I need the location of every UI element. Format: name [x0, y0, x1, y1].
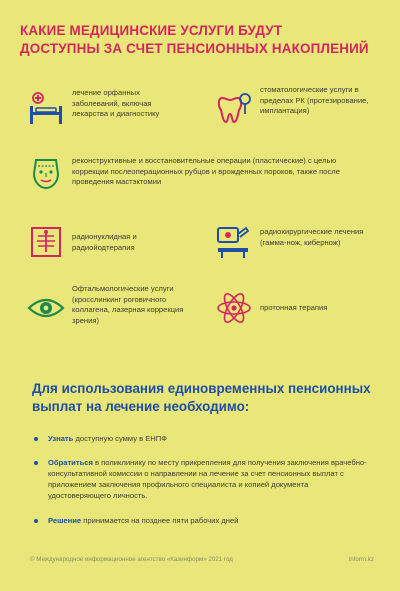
service-orphan [26, 88, 196, 128]
title-line-2: ДОСТУПНЫ ЗА СЧЕТ ПЕНСИОННЫХ НАКОПЛЕНИЙ [20, 41, 369, 56]
step-2-text [48, 457, 373, 501]
footer [30, 556, 374, 563]
service-plastic [26, 152, 376, 192]
radiosurgery-machine-icon [214, 222, 254, 262]
step-3 [34, 515, 374, 526]
service-dental-text: стоматологические услуги в пределах РК (протезирование, имплантация) [260, 85, 369, 116]
footer-copyright: © Международное информационное агентство «Казинформ» 2021 год [30, 556, 233, 563]
requirements-heading: Для использования единовременных пенсионных выплат на лечение необходимо: [32, 381, 371, 414]
service-dental [214, 85, 384, 128]
face-surgery-icon [26, 152, 66, 192]
bullet-dot [34, 437, 38, 441]
bullet-dot [34, 461, 38, 465]
bullet-dot [34, 519, 38, 523]
step-1 [34, 433, 374, 444]
hospital-bed-icon [26, 88, 66, 128]
atom-icon [214, 288, 254, 328]
service-ophthalmology [26, 284, 211, 328]
service-radiosurgery [214, 222, 384, 262]
service-proton-text: протонная терапия [260, 303, 328, 312]
service-orphan-text: лечение орфанных заболеваний, включая лекарства и диагностику [72, 88, 160, 119]
step-3-bold: Решение [48, 516, 82, 525]
service-proton [214, 288, 384, 328]
page-title [20, 22, 380, 58]
service-radionuclide [26, 222, 196, 262]
step-2-rest: в поликлинику по месту прикрепления для получения заключения врачебно-консультативной комиссии о направлении на лечение за счет пенсионных выплат с приложением заключения профильного специалиста и копией документа удостоверяющего личность. [48, 458, 367, 500]
step-2-bold: Обратиться [48, 458, 93, 467]
step-2 [34, 457, 374, 501]
service-ophthalmology-text: Офтальмологические услуги (кросслинкинг роговичного коллагена, лазерная коррекция зрения) [72, 284, 184, 325]
service-plastic-text: реконструктивные и восстановительные операции (пластические) с целью коррекции послеоперационных рубцов и врожденных пороков, также после проведения мастэктомии [72, 156, 340, 187]
service-radionuclide-text: радионуклидная и радиойодтерапия [72, 232, 137, 252]
eye-icon [26, 288, 66, 328]
footer-site: inform.kz [348, 556, 374, 563]
title-line-1: КАКИЕ МЕДИЦИНСКИЕ УСЛУГИ БУДУТ [20, 23, 283, 38]
step-3-rest: принимается на позднее пяти рабочих дней [81, 516, 239, 525]
step-1-rest: доступную сумму в ЕНПФ [73, 434, 168, 443]
xray-icon [26, 222, 66, 262]
tooth-icon [214, 88, 254, 128]
step-3-text [48, 515, 238, 526]
step-1-text [48, 433, 167, 444]
service-radiosurgery-text: радиохирургические лечения (гамма-нож, кибернож) [260, 227, 364, 247]
step-1-bold: Узнать [48, 434, 74, 443]
